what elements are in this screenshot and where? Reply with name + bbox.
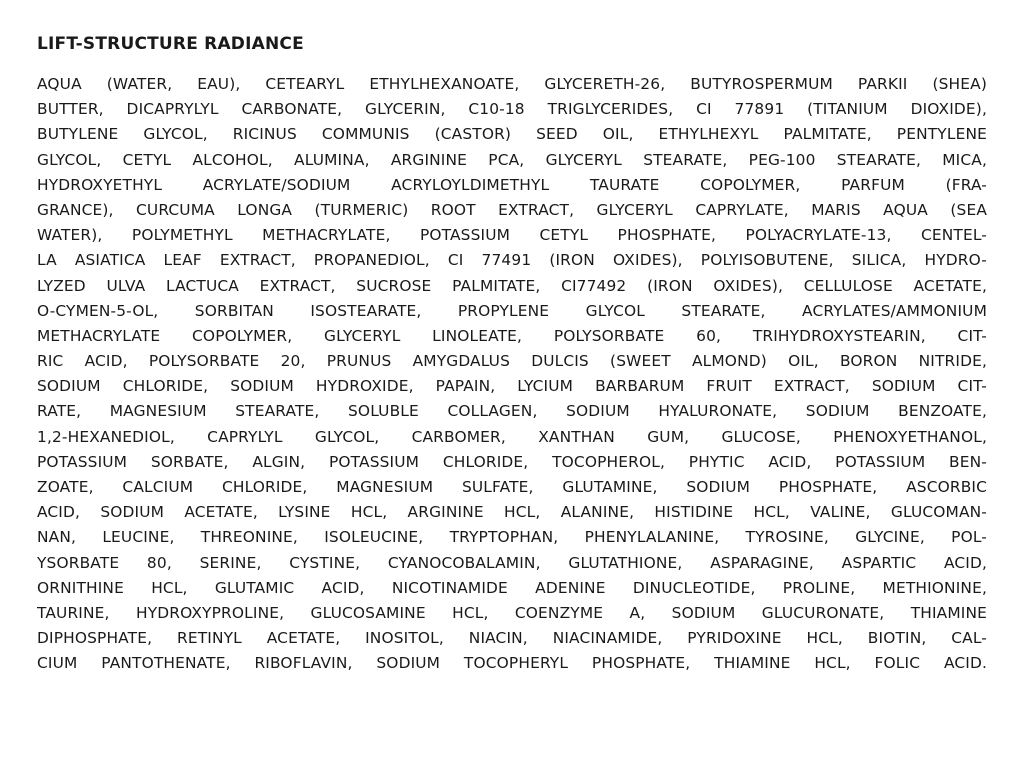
ingredient-line: BUTTER, DICAPRYLYL CARBONATE, GLYCERIN, C10-18 TRIGLYCERIDES, CI 77891 (TITANIUM DIOXIDE),: [37, 100, 987, 119]
ingredient-line: LA ASIATICA LEAF EXTRACT, PROPANEDIOL, CI 77491 (IRON OXIDES), POLYISOBUTENE, SILICA, HYDRO-: [37, 251, 987, 270]
ingredient-line: ACID, SODIUM ACETATE, LYSINE HCL, ARGININE HCL, ALANINE, HISTIDINE HCL, VALINE, GLUCOMAN-: [37, 503, 987, 522]
product-title: LIFT-STRUCTURE RADIANCE: [37, 34, 304, 54]
ingredient-line: AQUA (WATER, EAU), CETEARYL ETHYLHEXANOATE, GLYCERETH-26, BUTYROSPERMUM PARKII (SHEA): [37, 75, 987, 93]
ingredient-line: DIPHOSPHATE, RETINYL ACETATE, INOSITOL, NIACIN, NIACINAMIDE, PYRIDOXINE HCL, BIOTIN, CAL-: [37, 629, 987, 648]
ingredient-line: TAURINE, HYDROXYPROLINE, GLUCOSAMINE HCL, COENZYME A, SODIUM GLUCURONATE, THIAMINE: [37, 603, 987, 622]
ingredient-line: 1,2-HEXANEDIOL, CAPRYLYL GLYCOL, CARBOMER, XANTHAN GUM, GLUCOSE, PHENOXYETHANOL,: [37, 427, 987, 446]
ingredient-line: METHACRYLATE COPOLYMER, GLYCERYL LINOLEATE, POLYSORBATE 60, TRIHYDROXYSTEARIN, CIT-: [37, 326, 987, 345]
ingredient-line: POTASSIUM SORBATE, ALGIN, POTASSIUM CHLORIDE, TOCOPHEROL, PHYTIC ACID, POTASSIUM BEN-: [37, 452, 987, 471]
ingredient-line: GLYCOL, CETYL ALCOHOL, ALUMINA, ARGININE PCA, GLYCERYL STEARATE, PEG-100 STEARATE, MICA,: [37, 150, 987, 169]
ingredient-line: LYZED ULVA LACTUCA EXTRACT, SUCROSE PALMITATE, CI77492 (IRON OXIDES), CELLULOSE ACETATE,: [37, 276, 987, 295]
ingredient-line: CIUM PANTOTHENATE, RIBOFLAVIN, SODIUM TOCOPHERYL PHOSPHATE, THIAMINE HCL, FOLIC ACID.: [37, 654, 987, 673]
ingredient-line: ORNITHINE HCL, GLUTAMIC ACID, NICOTINAMIDE ADENINE DINUCLEOTIDE, PROLINE, METHIONINE,: [37, 578, 987, 597]
ingredient-line: RIC ACID, POLYSORBATE 20, PRUNUS AMYGDALUS DULCIS (SWEET ALMOND) OIL, BORON NITRIDE,: [37, 352, 987, 371]
ingredient-line: YSORBATE 80, SERINE, CYSTINE, CYANOCOBALAMIN, GLUTATHIONE, ASPARAGINE, ASPARTIC ACID,: [37, 553, 987, 572]
ingredient-list: [37, 72, 987, 677]
ingredient-line: GRANCE), CURCUMA LONGA (TURMERIC) ROOT EXTRACT, GLYCERYL CAPRYLATE, MARIS AQUA (SEA: [37, 200, 987, 219]
ingredient-line: SODIUM CHLORIDE, SODIUM HYDROXIDE, PAPAIN, LYCIUM BARBARUM FRUIT EXTRACT, SODIUM CIT-: [37, 377, 987, 396]
ingredient-line: WATER), POLYMETHYL METHACRYLATE, POTASSIUM CETYL PHOSPHATE, POLYACRYLATE-13, CENTEL-: [37, 226, 987, 245]
ingredient-line: O-CYMEN-5-OL, SORBITAN ISOSTEARATE, PROPYLENE GLYCOL STEARATE, ACRYLATES/AMMONIUM: [37, 301, 987, 320]
ingredient-line: RATE, MAGNESIUM STEARATE, SOLUBLE COLLAGEN, SODIUM HYALURONATE, SODIUM BENZOATE,: [37, 402, 987, 421]
ingredient-line: HYDROXYETHYL ACRYLATE/SODIUM ACRYLOYLDIMETHYL TAURATE COPOLYMER, PARFUM (FRA-: [37, 175, 987, 194]
ingredient-line: NAN, LEUCINE, THREONINE, ISOLEUCINE, TRYPTOPHAN, PHENYLALANINE, TYROSINE, GLYCINE, POL-: [37, 528, 987, 547]
ingredient-line: BUTYLENE GLYCOL, RICINUS COMMUNIS (CASTOR) SEED OIL, ETHYLHEXYL PALMITATE, PENTYLENE: [37, 125, 987, 144]
ingredient-line: ZOATE, CALCIUM CHLORIDE, MAGNESIUM SULFATE, GLUTAMINE, SODIUM PHOSPHATE, ASCORBIC: [37, 478, 987, 496]
